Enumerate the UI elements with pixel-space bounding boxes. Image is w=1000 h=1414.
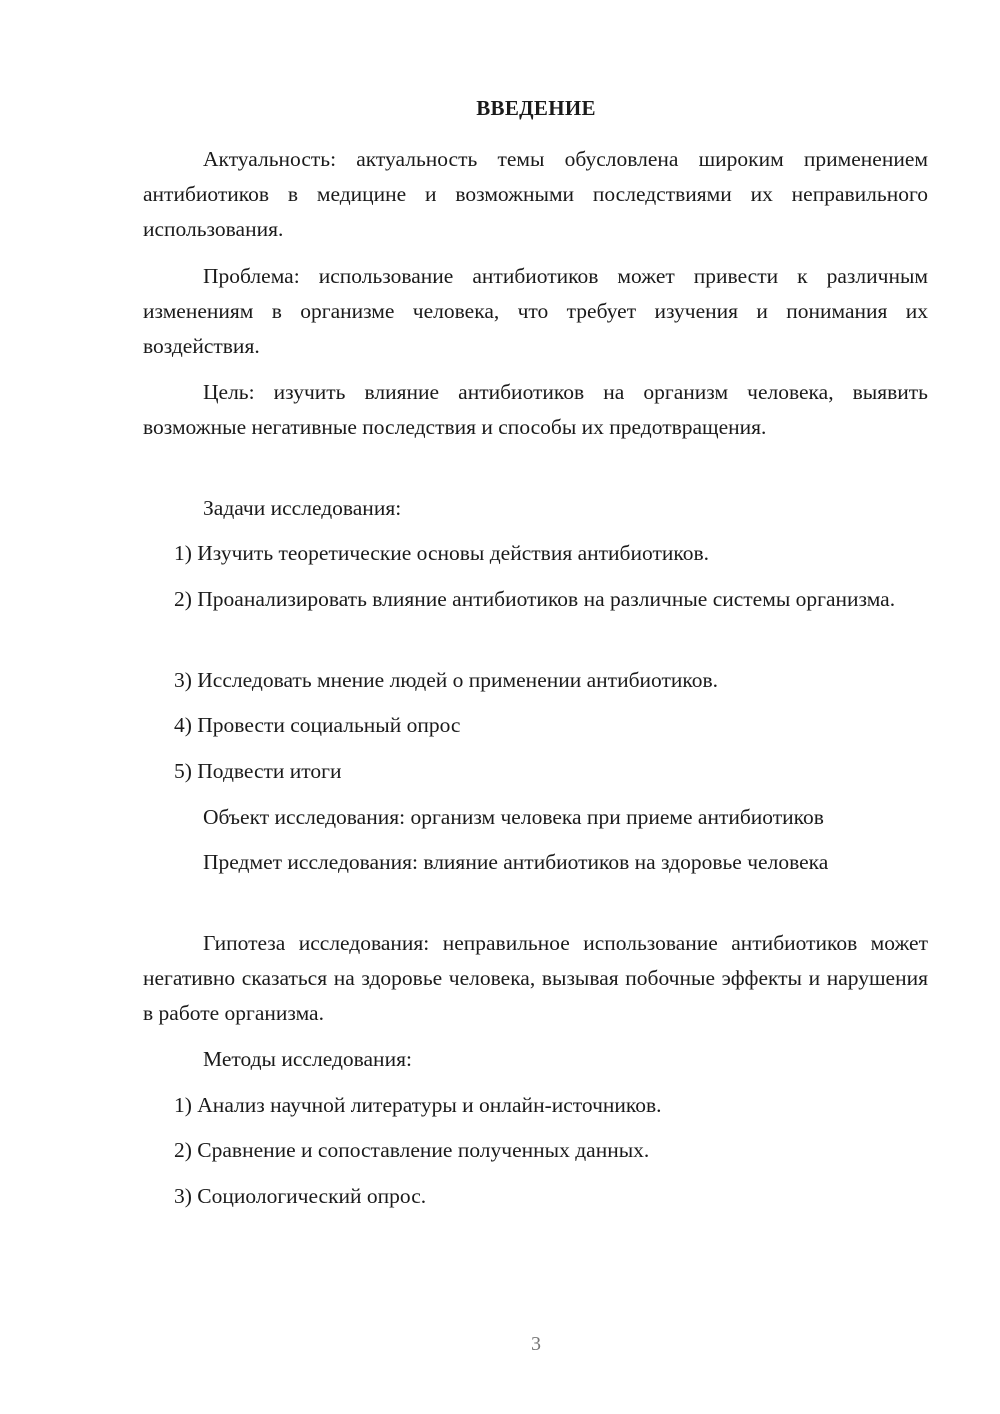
goal-paragraph: Цель: изучить влияние антибиотиков на организм человека, выявить возможные негативные последствия и способы их предотвращения. — [143, 380, 928, 439]
tasks-heading: Задачи исследования: — [203, 496, 402, 520]
task-item: 3) Исследовать мнение людей о применении антибиотиков. — [174, 668, 719, 692]
hypothesis-paragraph: Гипотеза исследования: неправильное использование антибиотиков может негативно сказаться на здоровье человека, вызывая побочные эффекты и нарушения в работе организма. — [143, 931, 928, 1025]
task-item: 4) Провести социальный опрос — [174, 713, 461, 737]
page-number: 3 — [531, 1333, 541, 1355]
relevance-paragraph: Актуальность: актуальность темы обусловлена широким применением антибиотиков в медицине и возможными последствиями их неправильного использования. — [143, 147, 928, 241]
task-item: 2) Проанализировать влияние антибиотиков на различные системы организма. — [174, 587, 896, 611]
methods-heading: Методы исследования: — [203, 1047, 412, 1071]
problem-paragraph: Проблема: использование антибиотиков может привести к различным изменениям в организме человека, что требует изучения и понимания их воздействия. — [143, 264, 928, 358]
subject-paragraph: Предмет исследования: влияние антибиотиков на здоровье человека — [203, 850, 829, 874]
object-paragraph: Объект исследования: организм человека при приеме антибиотиков — [203, 805, 824, 829]
page-title: ВВЕДЕНИЕ — [476, 96, 596, 120]
task-item: 5) Подвести итоги — [174, 759, 342, 783]
method-item: 3) Социологический опрос. — [174, 1184, 427, 1208]
method-item: 2) Сравнение и сопоставление полученных данных. — [174, 1138, 650, 1162]
method-item: 1) Анализ научной литературы и онлайн-источников. — [174, 1093, 662, 1117]
task-item: 1) Изучить теоретические основы действия антибиотиков. — [174, 541, 709, 565]
